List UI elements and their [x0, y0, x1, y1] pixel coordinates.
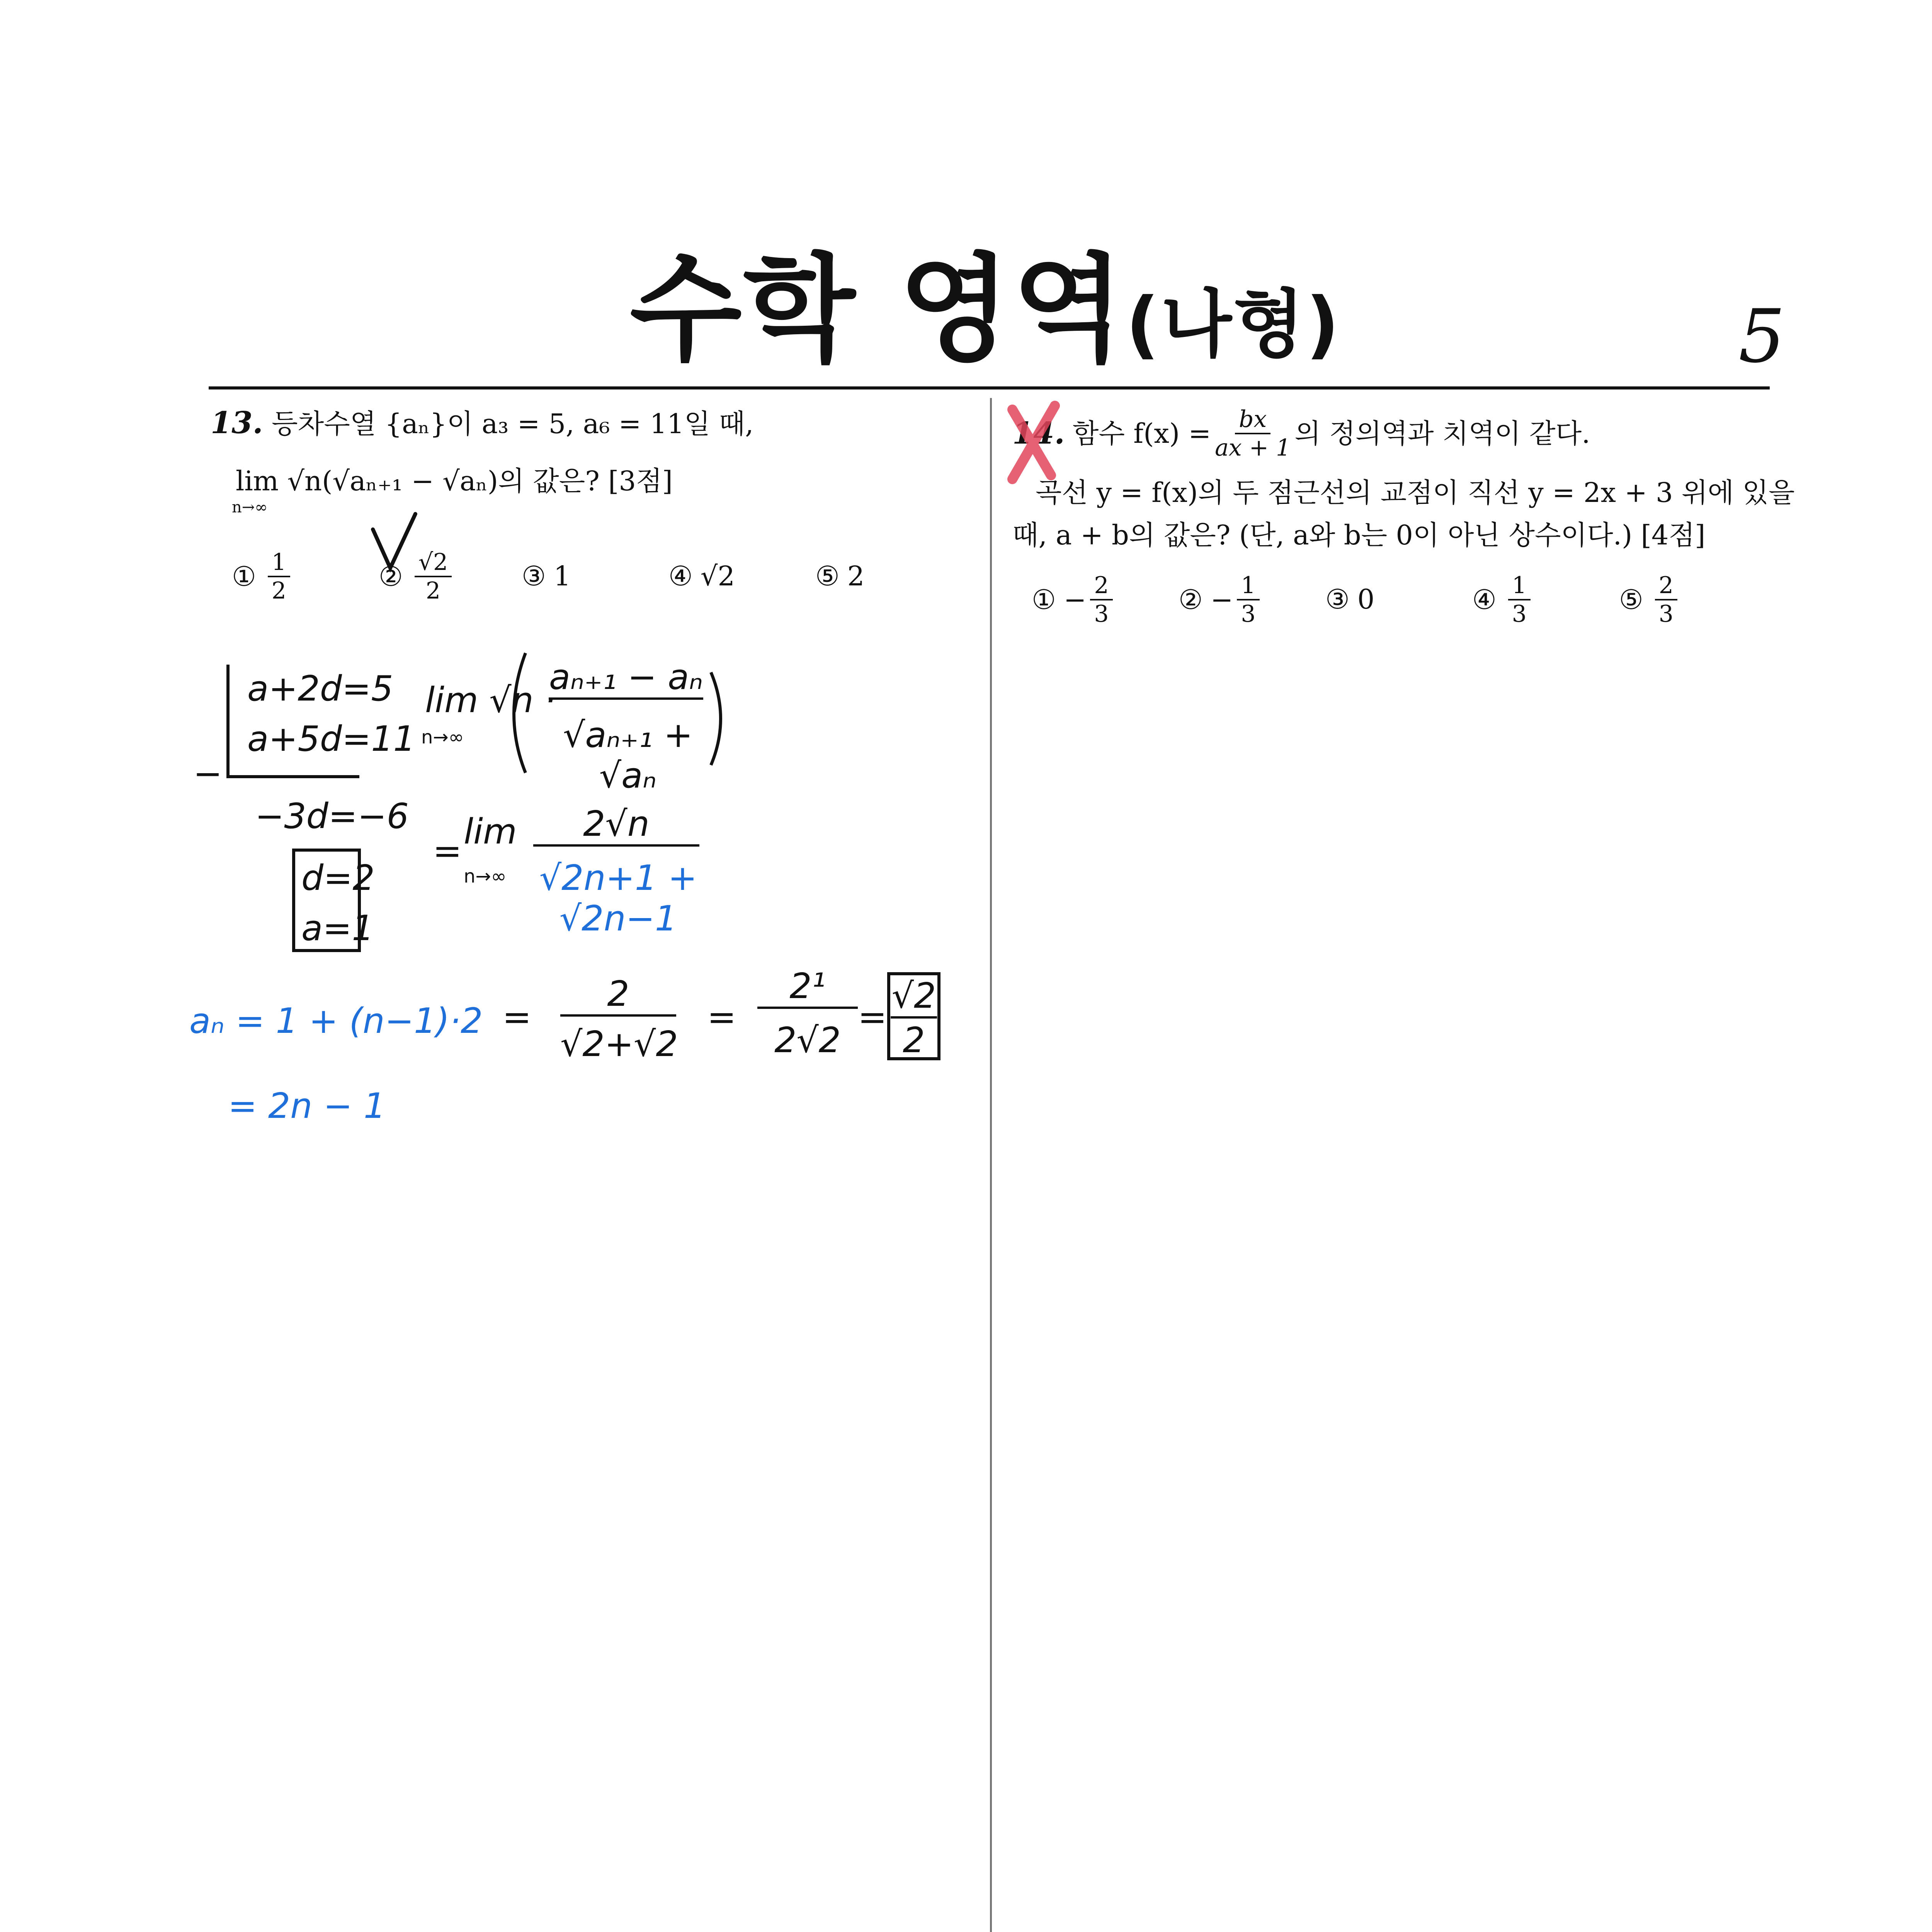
title-sub: (나형) [1126, 282, 1341, 367]
page-number: 5 [1738, 294, 1785, 379]
hw-lim-sub: n→∞ [421, 726, 464, 748]
hw-a-val: a=1 [301, 908, 374, 949]
q14-stem-post: 의 정의역과 치역이 같다. [1294, 418, 1590, 449]
hw-answer-den: 2 [903, 1020, 925, 1061]
q13-choice-4[interactable]: ④ √2 [668, 560, 735, 592]
q14-choice-5[interactable]: ⑤ $\frac{2}{3}$ [1619, 572, 1681, 628]
hw-frac1-num: aₙ₊₁ − aₙ [549, 657, 703, 700]
q14-choice-4[interactable]: ④ $\frac{1}{3}$ [1472, 572, 1534, 628]
q14-line3: 때, a + b의 값은? (단, a와 b는 0이 아닌 상수이다.) [4점] [1012, 519, 1706, 551]
q13-choice-5[interactable]: ⑤ 2 [815, 560, 865, 592]
q14-choice-3[interactable]: ③ 0 [1325, 583, 1375, 615]
hw-eq-sign-2: = [502, 997, 532, 1037]
hw-answer-num: √2 [891, 976, 937, 1019]
hw-eq3: −3d=−6 [255, 796, 409, 837]
hw-lim2: lim [464, 811, 517, 852]
hw-frac2-den: √2n+1 + √2n−1 [539, 858, 697, 939]
q13-number: 13. [211, 405, 263, 440]
hw-eq1: a+2d=5 [247, 668, 393, 709]
q14-choice-1[interactable]: ① − $\frac{2}{3}$ [1032, 572, 1117, 628]
q13-choice-1[interactable]: ① $\frac{1}{2}$ [232, 549, 294, 604]
q14-stem-pre: 함수 f(x) = [1072, 418, 1211, 449]
q14-line2: 곡선 y = f(x)의 두 점근선의 교점이 직선 y = 2x + 3 위에 있을 [1036, 477, 1795, 509]
hw-eq2: a+5d=11 [247, 719, 415, 759]
hw-lim: lim √n · [425, 680, 556, 721]
hw-eq-sign-3: = [707, 997, 736, 1037]
hw-frac2-num: 2√n [533, 804, 699, 847]
hw-step-den: √2+√2 [560, 1024, 678, 1065]
hw-eq-sign-4: = [858, 997, 887, 1037]
q13-stem1: 등차수열 {aₙ}이 a₃ = 5, a₆ = 11일 때, [271, 408, 754, 440]
q14-fraction: $\frac{bx}{ax + 1}$ [1215, 406, 1291, 461]
hw-an-formula: aₙ = 1 + (n−1)·2 [189, 1001, 483, 1041]
q14-choice-2[interactable]: ② − $\frac{1}{3}$ [1179, 572, 1264, 628]
q13-choice-2[interactable]: ② $\frac{√2}{2}$ [379, 549, 456, 604]
hw-frac1-den: √aₙ₊₁ + √aₙ [563, 715, 693, 796]
q13-choice-3[interactable]: ③ 1 [522, 560, 571, 592]
hw-eq-sign-1: = [433, 831, 462, 871]
q14-number: 14. [1012, 416, 1065, 451]
checkmark-icon [373, 514, 415, 568]
q13-stem2: lim √n(√aₙ₊₁ − √aₙ)의 값은? [3점] [236, 465, 673, 497]
title-main: 수학 영역 [629, 242, 1126, 377]
hw-an-result: = 2n − 1 [228, 1086, 386, 1126]
hw-step2-num: 2¹ [757, 966, 858, 1009]
hw-lim2-sub: n→∞ [464, 866, 507, 887]
hw-step-num: 2 [560, 974, 676, 1017]
hw-minus: − [193, 753, 223, 794]
hw-d-val: d=2 [301, 858, 375, 898]
q13-lim-sub: n→∞ [232, 498, 268, 516]
wrong-mark-icon [1012, 406, 1055, 479]
hw-step2-den: 2√2 [774, 1020, 841, 1061]
